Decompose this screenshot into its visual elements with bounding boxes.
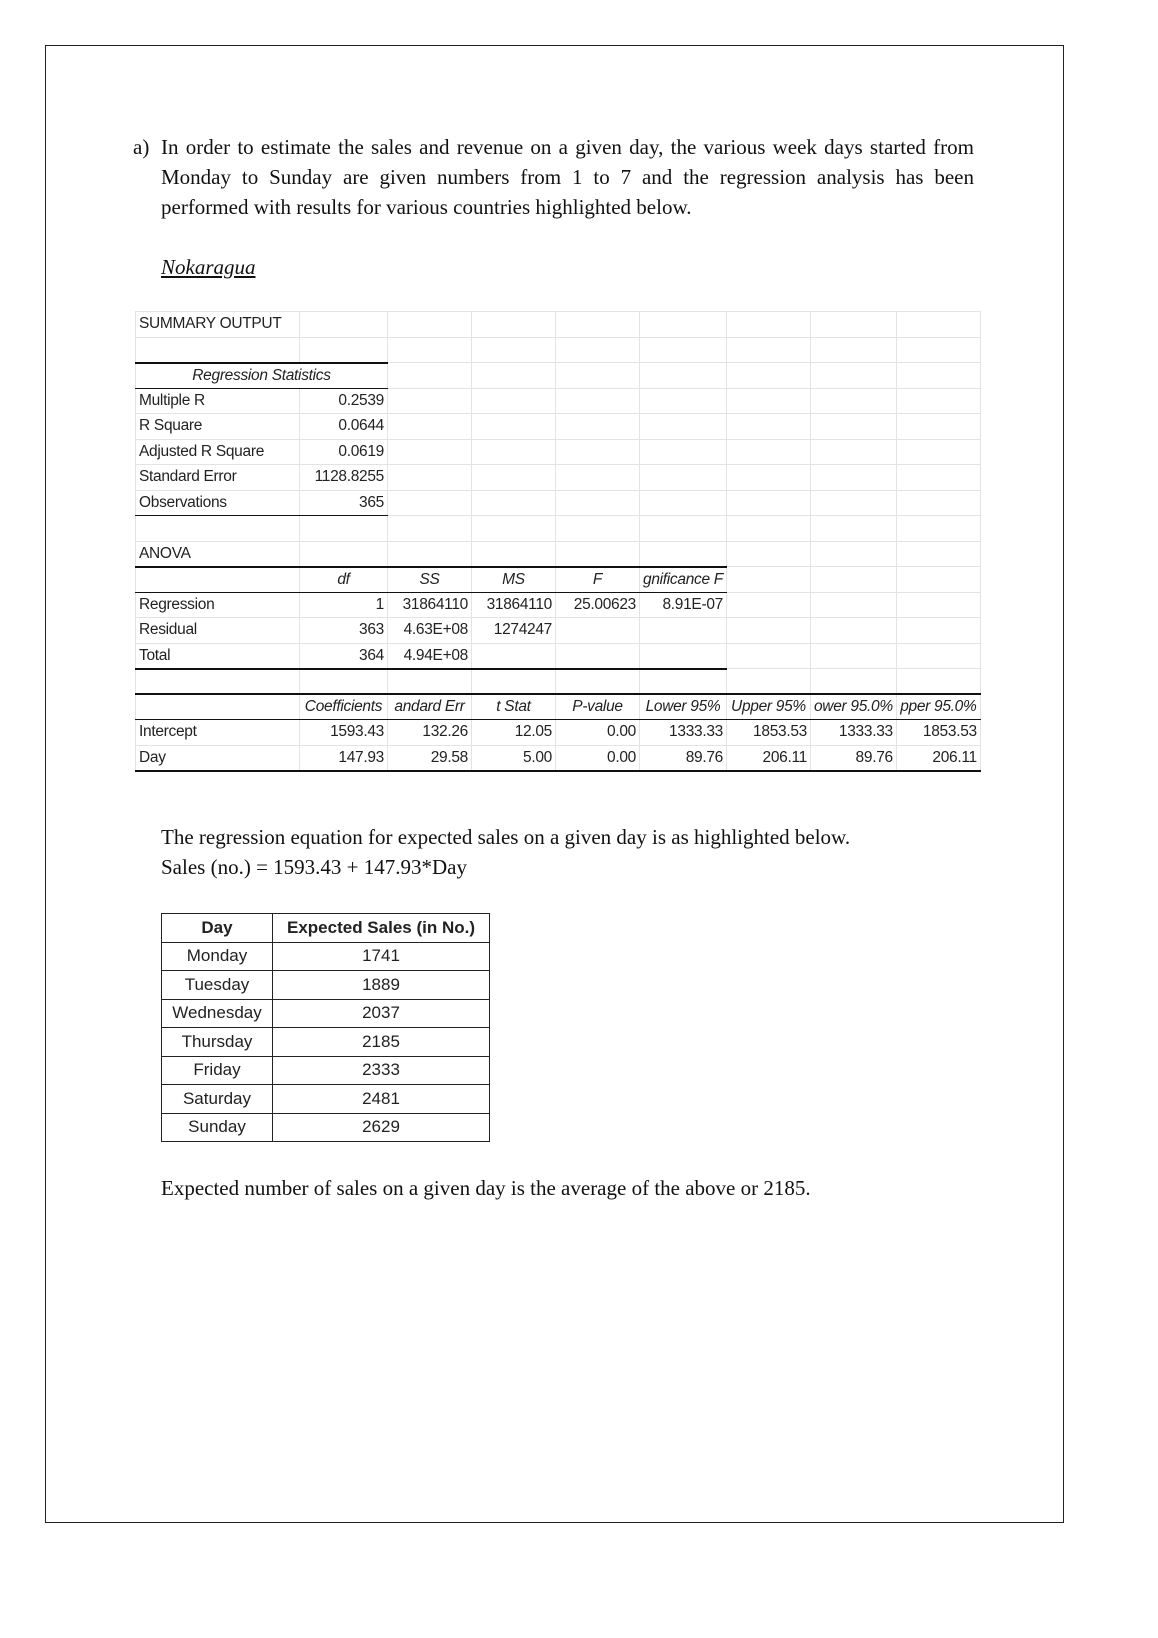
cell [472, 669, 556, 695]
cell [810, 643, 896, 669]
cell [726, 388, 810, 414]
cell [810, 465, 896, 491]
coef-value: 132.26 [388, 720, 472, 746]
day-cell: Sunday [162, 1113, 273, 1142]
cell [726, 363, 810, 389]
cell [726, 592, 810, 618]
cell [300, 669, 388, 695]
anova-title: ANOVA [136, 541, 300, 567]
cell [556, 312, 640, 338]
anova-value: 4.94E+08 [388, 643, 472, 669]
table-row [162, 1113, 490, 1142]
table-row [136, 720, 981, 746]
cell [810, 414, 896, 440]
cell [896, 388, 980, 414]
table-row [136, 669, 981, 695]
anova-value: 8.91E-07 [640, 592, 727, 618]
cell [556, 516, 640, 542]
sales-cell: 2481 [273, 1085, 490, 1114]
regression-equation: Sales (no.) = 1593.43 + 147.93*Day [161, 855, 467, 879]
cell [472, 388, 556, 414]
cell [896, 541, 980, 567]
cell [388, 669, 472, 695]
table-row [162, 1085, 490, 1114]
cell [388, 490, 472, 516]
coef-header: Upper 95% [726, 694, 810, 720]
coef-row-label: Day [136, 745, 300, 771]
anova-value: 4.63E+08 [388, 618, 472, 644]
sales-cell: 2037 [273, 999, 490, 1028]
sales-cell: 1889 [273, 971, 490, 1000]
coef-header: ower 95.0% [810, 694, 896, 720]
day-cell: Tuesday [162, 971, 273, 1000]
cell [472, 337, 556, 363]
stat-label: Observations [136, 490, 300, 516]
cell [810, 541, 896, 567]
cell [810, 363, 896, 389]
anova-value [556, 618, 640, 644]
coef-value: 147.93 [300, 745, 388, 771]
day-cell: Thursday [162, 1028, 273, 1057]
table-row [136, 388, 981, 414]
cell [896, 643, 980, 669]
cell [640, 516, 727, 542]
stat-label: R Square [136, 414, 300, 440]
anova-row-label: Residual [136, 618, 300, 644]
intro-text: In order to estimate the sales and revenue on a given day, the various week days started from Monday to Sunday are given numbers from 1 to 7 and the regression analysis has been performed with results for various countries highlighted below. [161, 135, 974, 219]
cell [726, 516, 810, 542]
coef-value: 0.00 [556, 720, 640, 746]
coef-header: Lower 95% [640, 694, 727, 720]
cell [388, 541, 472, 567]
cell [472, 465, 556, 491]
cell [556, 541, 640, 567]
coef-value: 1333.33 [640, 720, 727, 746]
stat-value: 0.0619 [300, 439, 388, 465]
cell [136, 567, 300, 593]
cell [810, 490, 896, 516]
table-row [136, 490, 981, 516]
cell [896, 516, 980, 542]
cell [300, 541, 388, 567]
cell [640, 337, 727, 363]
table-row [136, 618, 981, 644]
cell [472, 414, 556, 440]
reg-stats-header: Regression Statistics [136, 363, 388, 389]
anova-header: MS [472, 567, 556, 593]
cell [896, 669, 980, 695]
cell [472, 312, 556, 338]
coef-value: 89.76 [640, 745, 727, 771]
cell [896, 567, 980, 593]
stat-label: Adjusted R Square [136, 439, 300, 465]
coef-value: 12.05 [472, 720, 556, 746]
table-row [136, 643, 981, 669]
cell [896, 490, 980, 516]
cell [136, 516, 300, 542]
cell [726, 541, 810, 567]
table-row [136, 337, 981, 363]
table-row [136, 694, 981, 720]
coef-value: 1853.53 [726, 720, 810, 746]
cell [810, 567, 896, 593]
table-row [136, 592, 981, 618]
cell [556, 414, 640, 440]
stat-label: Standard Error [136, 465, 300, 491]
cell [726, 312, 810, 338]
cell [556, 337, 640, 363]
table-row [162, 1028, 490, 1057]
anova-value: 364 [300, 643, 388, 669]
cell [896, 312, 980, 338]
coef-value: 5.00 [472, 745, 556, 771]
country-heading: Nokaragua [161, 255, 256, 279]
cell [388, 439, 472, 465]
coef-value: 89.76 [810, 745, 896, 771]
coef-value: 1853.53 [896, 720, 980, 746]
coef-header: P-value [556, 694, 640, 720]
anova-row-label: Total [136, 643, 300, 669]
cell [896, 439, 980, 465]
cell [472, 490, 556, 516]
anova-value: 1 [300, 592, 388, 618]
cell [388, 337, 472, 363]
table-row [136, 363, 981, 389]
coef-header: Coefficients [300, 694, 388, 720]
cell [300, 337, 388, 363]
table-row [136, 567, 981, 593]
day-cell: Wednesday [162, 999, 273, 1028]
sales-cell: 2185 [273, 1028, 490, 1057]
coef-value: 1333.33 [810, 720, 896, 746]
coef-value: 29.58 [388, 745, 472, 771]
sales-cell: 2629 [273, 1113, 490, 1142]
cell [556, 363, 640, 389]
table-row [162, 942, 490, 971]
cell [896, 414, 980, 440]
sales-cell: 1741 [273, 942, 490, 971]
cell [640, 541, 727, 567]
cell [810, 439, 896, 465]
coef-header: andard Err [388, 694, 472, 720]
cell [472, 516, 556, 542]
cell [640, 439, 727, 465]
cell [810, 516, 896, 542]
cell [300, 312, 388, 338]
cell [726, 337, 810, 363]
table-row [162, 1056, 490, 1085]
cell [640, 312, 727, 338]
regression-summary-table [135, 311, 981, 772]
table-row [162, 971, 490, 1000]
stat-label: Multiple R [136, 388, 300, 414]
table-row [136, 541, 981, 567]
stat-value: 0.2539 [300, 388, 388, 414]
cell [810, 337, 896, 363]
stat-value: 365 [300, 490, 388, 516]
coef-header: t Stat [472, 694, 556, 720]
cell [388, 414, 472, 440]
table-row [162, 999, 490, 1028]
table-row [136, 312, 981, 338]
stat-value: 1128.8255 [300, 465, 388, 491]
cell [300, 516, 388, 542]
coef-value: 206.11 [896, 745, 980, 771]
cell [726, 643, 810, 669]
equation-intro: The regression equation for expected sales on a given day is as highlighted below. [161, 825, 851, 849]
cell [640, 388, 727, 414]
header-expected-sales: Expected Sales (in No.) [273, 914, 490, 943]
anova-value: 363 [300, 618, 388, 644]
cell [556, 669, 640, 695]
cell [556, 388, 640, 414]
cell [896, 363, 980, 389]
cell [726, 618, 810, 644]
coef-value: 0.00 [556, 745, 640, 771]
cell [810, 388, 896, 414]
coef-value: 1593.43 [300, 720, 388, 746]
cell [640, 363, 727, 389]
cell [640, 465, 727, 491]
cell [896, 465, 980, 491]
day-cell: Monday [162, 942, 273, 971]
header-day: Day [162, 914, 273, 943]
intro-paragraph [133, 132, 974, 222]
cell [726, 490, 810, 516]
coef-value: 206.11 [726, 745, 810, 771]
table-row [136, 745, 981, 771]
cell [556, 490, 640, 516]
table-row [136, 465, 981, 491]
anova-value: 1274247 [472, 618, 556, 644]
cell [640, 414, 727, 440]
cell [136, 694, 300, 720]
anova-header: df [300, 567, 388, 593]
table-row [136, 439, 981, 465]
cell [556, 465, 640, 491]
cell [136, 337, 300, 363]
day-cell: Saturday [162, 1085, 273, 1114]
conclusion-text: Expected number of sales on a given day is the average of the above or 2185. [161, 1176, 811, 1200]
stat-value: 0.0644 [300, 414, 388, 440]
anova-value [472, 643, 556, 669]
anova-value [640, 643, 727, 669]
anova-value [640, 618, 727, 644]
cell [726, 414, 810, 440]
summary-title: SUMMARY OUTPUT [136, 312, 300, 338]
cell [896, 592, 980, 618]
table-row [136, 516, 981, 542]
anova-value [556, 643, 640, 669]
list-label: a) [133, 135, 150, 159]
cell [640, 669, 727, 695]
cell [388, 312, 472, 338]
day-cell: Friday [162, 1056, 273, 1085]
coef-header: pper 95.0% [896, 694, 980, 720]
cell [726, 439, 810, 465]
anova-row-label: Regression [136, 592, 300, 618]
cell [136, 669, 300, 695]
cell [726, 567, 810, 593]
cell [556, 439, 640, 465]
expected-sales-table [161, 913, 490, 1142]
cell [896, 618, 980, 644]
anova-header: gnificance F [640, 567, 727, 593]
cell [472, 363, 556, 389]
coef-row-label: Intercept [136, 720, 300, 746]
cell [472, 541, 556, 567]
sales-cell: 2333 [273, 1056, 490, 1085]
anova-value: 31864110 [388, 592, 472, 618]
table-row [136, 414, 981, 440]
anova-value: 25.00623 [556, 592, 640, 618]
cell [810, 592, 896, 618]
cell [810, 618, 896, 644]
anova-value: 31864110 [472, 592, 556, 618]
anova-header: SS [388, 567, 472, 593]
cell [726, 465, 810, 491]
cell [472, 439, 556, 465]
cell [388, 465, 472, 491]
cell [388, 363, 472, 389]
cell [388, 516, 472, 542]
cell [896, 337, 980, 363]
cell [810, 669, 896, 695]
cell [726, 669, 810, 695]
cell [640, 490, 727, 516]
anova-header: F [556, 567, 640, 593]
cell [388, 388, 472, 414]
cell [810, 312, 896, 338]
